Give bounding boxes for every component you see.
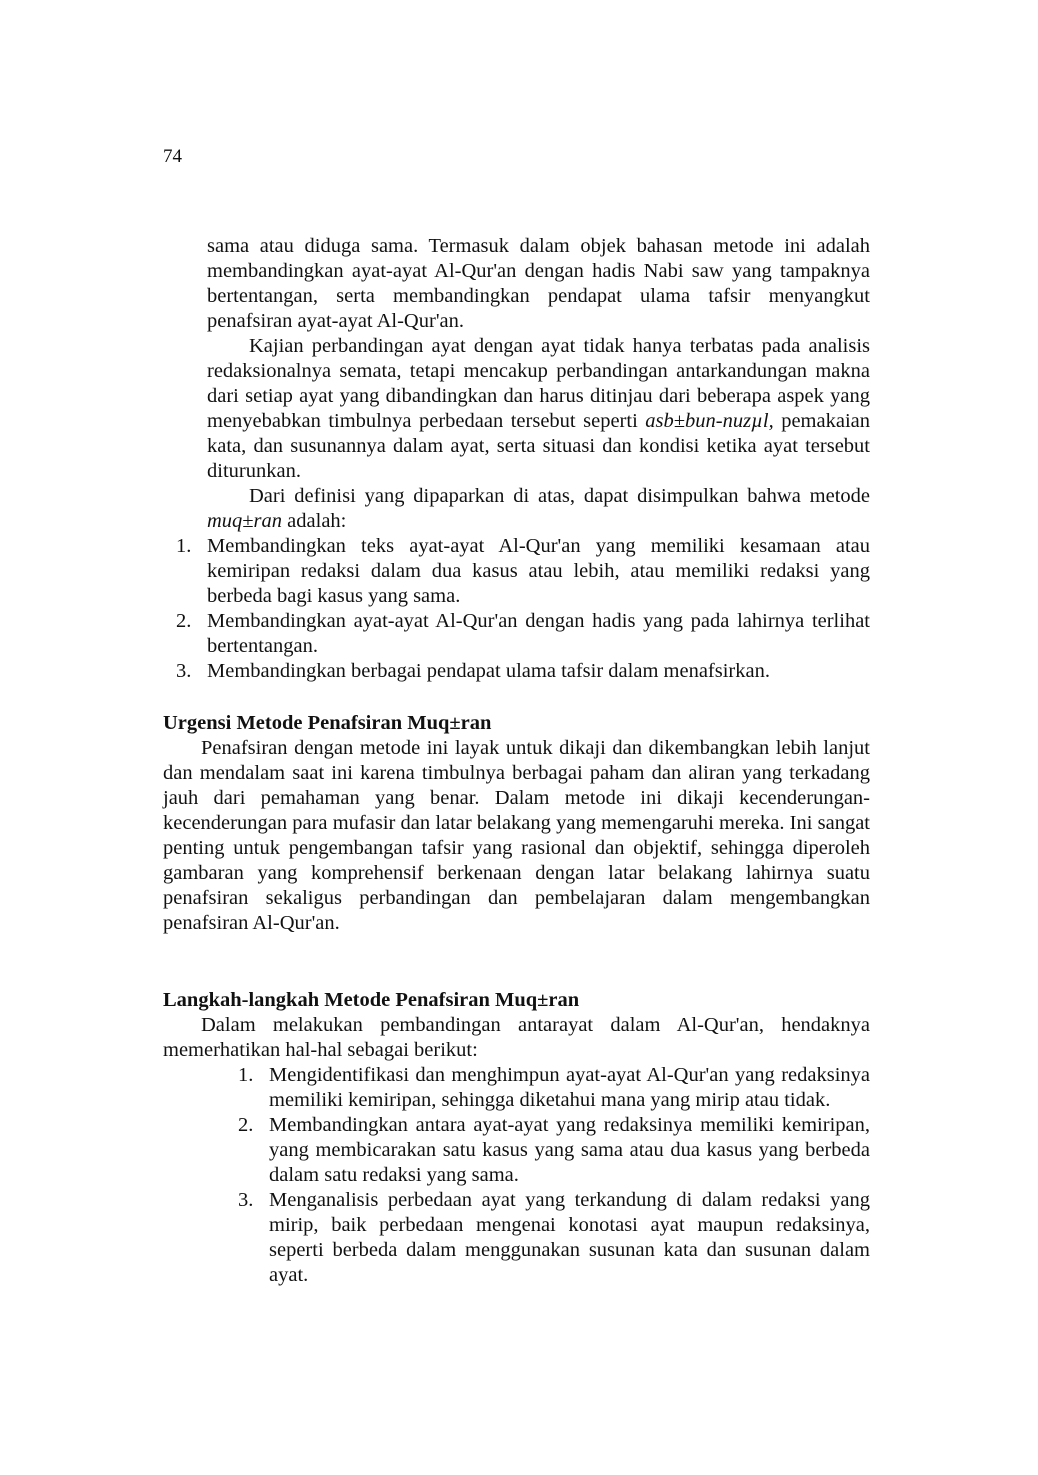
list-item-number: 2. bbox=[176, 610, 192, 632]
list-item-number: 3. bbox=[238, 1189, 254, 1211]
list-item-text: Membandingkan antara ayat-ayat yang redaksinya memiliki kemiripan, yang membicarakan satu kasus yang sama atau dua kasus yang berbeda dalam satu redaksi yang sama. bbox=[269, 1114, 870, 1186]
list-item bbox=[238, 1063, 870, 1113]
list-item-text: Membandingkan ayat-ayat Al-Qur'an dengan hadis yang pada lahirnya terlihat bertentangan. bbox=[207, 610, 870, 657]
list-item bbox=[176, 609, 870, 659]
list-item-number: 1. bbox=[238, 1064, 254, 1086]
intro-paragraph-3-italic-term: muq±ran bbox=[207, 510, 283, 532]
urgensi-paragraph: Penafsiran dengan metode ini layak untuk dikaji dan dikembangkan lebih lanjut dan mendalam saat ini karena timbulnya berbagai paham dan aliran yang terkadang jauh dari pemahaman yang benar. Dalam metode ini dikaji kecenderungan-kecenderungan para mufasir dan latar belakang yang memengaruhi mereka. Ini sangat penting untuk pengembangan tafsir yang rasional dan objektif, sehingga diperoleh gambaran yang komprehensif berkenaan dengan latar belakang lahirnya suatu penafsiran sekaligus perbandingan dan pembelajaran dalam mengembangkan penafsiran Al-Qur'an. bbox=[163, 737, 870, 934]
list-item-text: Membandingkan teks ayat-ayat Al-Qur'an yang memiliki kesamaan atau kemiripan redaksi dalam dua kasus atau lebih, atau memiliki redaksi yang berbeda bagi kasus yang sama. bbox=[207, 535, 870, 607]
list-item-text: Mengidentifikasi dan menghimpun ayat-ayat Al-Qur'an yang redaksinya memiliki kemiripan, sehingga diketahui mana yang mirip atau tidak. bbox=[269, 1064, 870, 1111]
intro-numbered-list bbox=[176, 534, 870, 684]
list-item bbox=[176, 659, 870, 684]
langkah-section bbox=[163, 988, 870, 1288]
list-item-text: Menganalisis perbedaan ayat yang terkandung di dalam redaksi yang mirip, baik perbedaan mengenai konotasi ayat maupun redaksinya, seperti berbeda dalam menggunakan susunan kata dan susunan dalam ayat. bbox=[269, 1189, 870, 1286]
langkah-numbered-list bbox=[238, 1063, 870, 1288]
list-item bbox=[176, 534, 870, 609]
intro-paragraph-2-text-b: pemakaian kata, dan susunannya dalam ayat, serta situasi dan kondisi ketika ayat tersebut diturunkan. bbox=[207, 410, 870, 482]
intro-paragraph-2-text-a: Kajian perbandingan ayat dengan ayat tidak hanya terbatas pada analisis redaksionalnya semata, tetapi mencakup perbandingan antarkandungan makna dari setiap ayat yang dibandingkan dan harus ditinjau dari beberapa aspek yang menyebabkan timbulnya perbedaan tersebut seperti bbox=[207, 335, 870, 432]
section-heading-langkah: Langkah-langkah Metode Penafsiran Muq±ran bbox=[163, 989, 580, 1011]
page-number: 74 bbox=[163, 146, 182, 167]
intro-paragraph-3-text-a: Dari definisi yang dipaparkan di atas, dapat disimpulkan bahwa metode bbox=[249, 485, 870, 507]
intro-paragraph-2-italic-term: asb±bun-nuzµl, bbox=[645, 410, 774, 432]
intro-paragraph-3-text-b: adalah: bbox=[282, 510, 347, 532]
list-item bbox=[238, 1188, 870, 1288]
urgensi-section bbox=[163, 711, 870, 936]
intro-paragraph-3 bbox=[207, 484, 870, 534]
section-heading-urgensi: Urgensi Metode Penafsiran Muq±ran bbox=[163, 712, 492, 734]
list-item-text: Membandingkan berbagai pendapat ulama tafsir dalam menafsirkan. bbox=[207, 660, 770, 682]
list-item bbox=[238, 1113, 870, 1188]
intro-paragraph-1: sama atau diduga sama. Termasuk dalam objek bahasan metode ini adalah membandingkan ayat-ayat Al-Qur'an dengan hadis Nabi saw yang tampaknya bertentangan, serta membandingkan pendapat ulama tafsir menyangkut penafsiran ayat-ayat Al-Qur'an. bbox=[207, 235, 870, 332]
langkah-paragraph: Dalam melakukan pembandingan antarayat dalam Al-Qur'an, hendaknya memerhatikan hal-hal sebagai berikut: bbox=[163, 1014, 870, 1061]
intro-section bbox=[176, 234, 870, 684]
list-item-number: 1. bbox=[176, 535, 192, 557]
list-item-number: 3. bbox=[176, 660, 192, 682]
list-item-number: 2. bbox=[238, 1114, 254, 1136]
intro-paragraph-2 bbox=[207, 334, 870, 484]
